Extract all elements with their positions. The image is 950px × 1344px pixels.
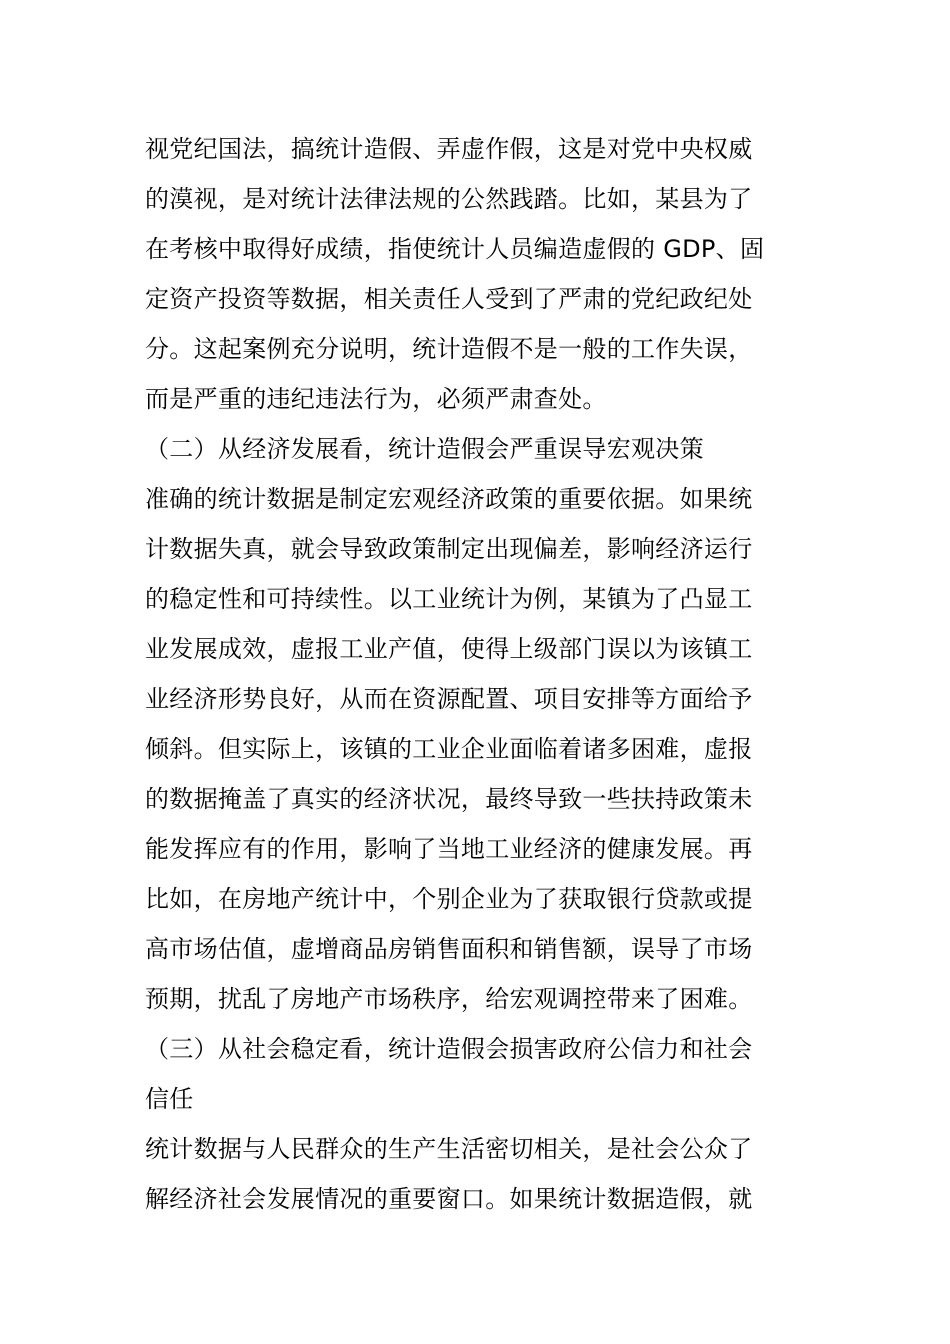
text-line: 高市场估值，虚增商品房销售面积和销售额，误导了市场 — [145, 935, 753, 963]
section-heading: （三）从社会稳定看，统计造假会损害政府公信力和社会 — [145, 1035, 753, 1063]
text-line: 预期，扰乱了房地产市场秩序，给宏观调控带来了困难。 — [145, 985, 753, 1013]
text-line: 统计数据与人民群众的生产生活密切相关，是社会公众了 — [145, 1135, 753, 1163]
text-line: 计数据失真，就会导致政策制定出现偏差，影响经济运行 — [145, 535, 753, 563]
text-line: 的数据掩盖了真实的经济状况，最终导致一些扶持政策未 — [145, 785, 753, 813]
text-line: 准确的统计数据是制定宏观经济政策的重要依据。如果统 — [145, 485, 753, 513]
section-heading-continued: 信任 — [145, 1085, 194, 1113]
text-line: 在考核中取得好成绩，指使统计人员编造虚假的 GDP、固 — [145, 235, 765, 263]
text-line: 定资产投资等数据，相关责任人受到了严肃的党纪政纪处 — [145, 285, 753, 313]
text-line: 比如，在房地产统计中，个别企业为了获取银行贷款或提 — [145, 885, 753, 913]
text-line: 倾斜。但实际上，该镇的工业企业面临着诸多困难，虚报 — [145, 735, 753, 763]
text-line: 的漠视，是对统计法律法规的公然践踏。比如，某县为了 — [145, 185, 753, 213]
text-line: 分。这起案例充分说明，统计造假不是一般的工作失误， — [145, 335, 753, 363]
text-line: 的稳定性和可持续性。以工业统计为例，某镇为了凸显工 — [145, 585, 753, 613]
text-line: 业发展成效，虚报工业产值，使得上级部门误以为该镇工 — [145, 635, 753, 663]
text-line: 而是严重的违纪违法行为，必须严肃查处。 — [145, 385, 607, 413]
text-line: 视党纪国法，搞统计造假、弄虚作假，这是对党中央权威 — [145, 135, 753, 163]
text-line: 能发挥应有的作用，影响了当地工业经济的健康发展。再 — [145, 835, 753, 863]
document-body — [145, 124, 810, 1224]
text-line: 解经济社会发展情况的重要窗口。如果统计数据造假，就 — [145, 1185, 753, 1213]
section-heading: （二）从经济发展看，统计造假会严重误导宏观决策 — [145, 435, 704, 463]
text-line: 业经济形势良好，从而在资源配置、项目安排等方面给予 — [145, 685, 753, 713]
